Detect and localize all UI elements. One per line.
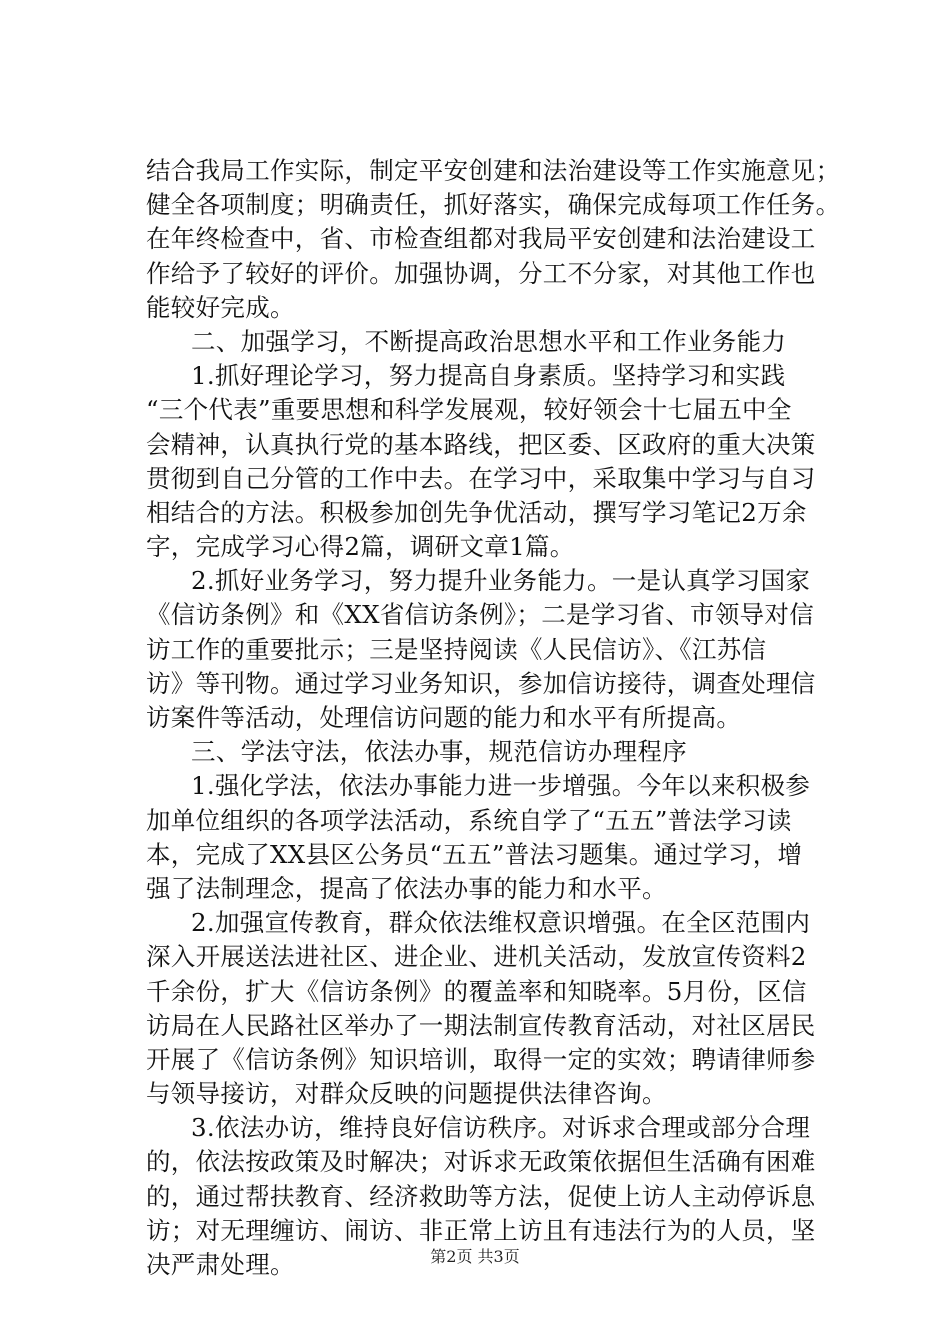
text-line: 会精神，认真执行党的基本路线，把区委、区政府的重大决策 [146, 429, 816, 459]
text-line: 结合我局工作实际，制定平安创建和法治建设等工作实施意见； [146, 156, 841, 185]
text-line: 贯彻到自己分管的工作中去。在学习中，采取集中学习与自习 [146, 463, 816, 493]
text-line: 访案件等活动，处理信访问题的能力和水平有所提高。 [146, 703, 742, 732]
text-line: 相结合的方法。积极参加创先争优活动，撰写学习笔记2万余 [146, 497, 807, 527]
text-line: 1.抓好理论学习，努力提高自身素质。坚持学习和实践 [191, 361, 786, 391]
text-line: 访；对无理缠访、闹访、非正常上访且有违法行为的人员，坚 [146, 1215, 816, 1245]
text-line: 作给予了较好的评价。加强协调，分工不分家，对其他工作也 [146, 258, 816, 288]
text-line: 3.依法办访，维持良好信访秩序。对诉求合理或部分合理 [191, 1113, 811, 1143]
text-line: 的，通过帮扶教育、经济救助等方法，促使上访人主动停诉息 [146, 1181, 816, 1211]
section-heading: 三、学法守法，依法办事，规范信访办理程序 [191, 737, 687, 767]
text-line: 2.加强宣传教育，群众依法维权意识增强。在全区范围内 [191, 908, 811, 938]
text-line: 开展了《信访条例》知识培训，取得一定的实效；聘请律师参 [146, 1044, 816, 1074]
text-line: 本，完成了XX县区公务员“五五”普法习题集。通过学习，增 [146, 839, 803, 869]
text-line: 能较好完成。 [146, 292, 295, 322]
text-line: 1.强化学法，依法办事能力进一步增强。今年以来积极参 [191, 771, 811, 801]
text-line: 访局在人民路社区举办了一期法制宣传教育活动，对社区居民 [146, 1010, 816, 1040]
text-line: 健全各项制度；明确责任，抓好落实，确保完成每项工作任务。 [146, 190, 841, 220]
document-body [146, 154, 841, 1282]
text-line: 《信访条例》和《XX省信访条例》；二是学习省、市领导对信 [146, 600, 815, 630]
text-line: 决严肃处理。 [146, 1250, 295, 1279]
text-line: 在年终检查中，省、市检查组都对我局平安创建和法治建设工 [146, 224, 816, 254]
text-line: 与领导接访，对群众反映的问题提供法律咨询。 [146, 1079, 667, 1109]
text-line: 字，完成学习心得2篇，调研文章1篇。 [146, 532, 575, 562]
text-line: 访》等刊物。通过学习业务知识，参加信访接待，调查处理信 [146, 668, 816, 698]
text-line: 千余份，扩大《信访条例》的覆盖率和知晓率。5月份，区信 [146, 976, 807, 1006]
text-line: 访工作的重要批示；三是坚持阅读《人民信访》、《江苏信 [146, 634, 767, 664]
text-line: “三个代表”重要思想和科学发展观，较好领会十七届五中全 [146, 395, 792, 425]
section-heading: 二、加强学习，不断提高政治思想水平和工作业务能力 [191, 326, 787, 356]
text-line: 深入开展送法进社区、进企业、进机关活动，发放宣传资料2 [146, 942, 807, 972]
page-footer [0, 1247, 950, 1267]
text-line: 加单位组织的各项学法活动，系统自学了“五五”普法学习读 [146, 805, 792, 835]
page-number-label: 第2页 共3页 [430, 1247, 520, 1266]
text-line: 的，依法按政策及时解决；对诉求无政策依据但生活确有困难 [146, 1147, 816, 1177]
text-line: 2.抓好业务学习，努力提升业务能力。一是认真学习国家 [191, 566, 811, 596]
text-line: 强了法制理念，提高了依法办事的能力和水平。 [146, 873, 667, 903]
